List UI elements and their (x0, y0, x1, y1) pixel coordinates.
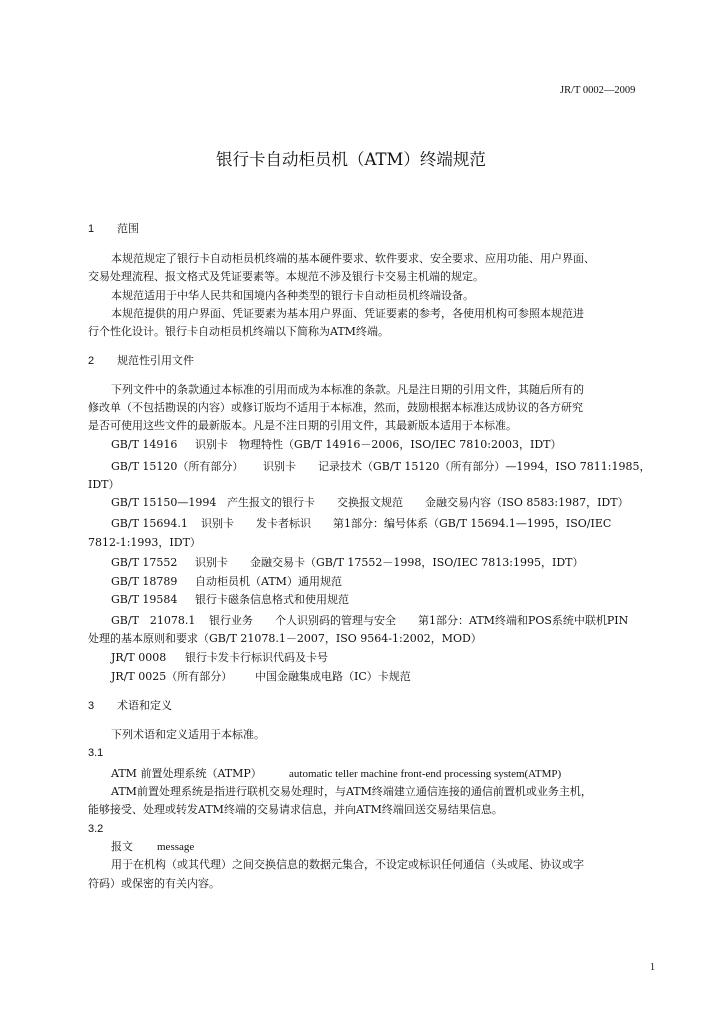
section-1-paragraph-3-line-1: 本规范提供的用户界面、凭证要素为基本用户界面、凭证要素的参考，各使用机构可参照本规范进 (111, 307, 584, 320)
section-1-paragraph-1-line-1: 本规范规定了银行卡自动柜员机终端的基本硬件要求、软件要求、安全要求、应用功能、用户界面、 (111, 252, 595, 265)
reference-item (111, 670, 411, 684)
section-1-paragraph-3-line-2: 行个性化设计。银行卡自动柜员机终端以下简称为ATM终端。 (88, 325, 389, 338)
term-number: 3.1 (88, 747, 104, 759)
term-english: automatic teller machine front-end processing system(ATMP) (289, 768, 562, 780)
reference-code: JR/T 0008 (111, 651, 167, 664)
reference-code: GB/T 14916 (111, 438, 178, 451)
section-1-title: 范围 (117, 222, 139, 235)
section-2-intro-line-2: 修改单（不包括勘误的内容）或修订版均不适用于本标准，然而，鼓励根据本标准达成协议的各方研究 (88, 401, 583, 414)
term-definition-line-1: ATM前置处理系统是指进行联机交易处理时，与ATM终端建立通信连接的通信前置机或业务主机， (111, 785, 592, 798)
term-chinese: 报文 (111, 840, 133, 853)
reference-text: 识别卡 金融交易卡（GB/T 17552－1998，ISO/IEC 7813:1995，IDT） (195, 556, 584, 569)
reference-text: 识别卡 记录技术（GB/T 15120（所有部分）—1994，ISO 7811:1985， (263, 460, 651, 473)
reference-code: GB/T 19584 (111, 593, 178, 606)
term-number: 3.2 (88, 823, 104, 835)
reference-continuation: IDT） (88, 478, 120, 491)
reference-item (111, 575, 342, 589)
section-1-paragraph-1-line-2: 交易处理流程、报文格式及凭证要素等。本规范不涉及银行卡交易主机端的规定。 (88, 270, 484, 283)
reference-item (111, 517, 611, 531)
document-title: 银行卡自动柜员机（ATM）终端规范 (216, 150, 486, 169)
term-heading (111, 840, 194, 854)
term-english: message (157, 841, 195, 853)
reference-item (111, 651, 328, 665)
reference-item (111, 556, 584, 570)
reference-item (111, 438, 562, 452)
reference-continuation: 处理的基本原则和要求（GB/T 21078.1－2007，ISO 9564-1:2002，MOD） (88, 632, 482, 645)
section-1-paragraph-2: 本规范适用于中华人民共和国境内各种类型的银行卡自动柜员机终端设备。 (111, 289, 474, 302)
section-2-number: 2 (88, 355, 95, 367)
term-chinese: ATM 前置处理系统（ATMP） (111, 767, 262, 780)
section-3-title: 术语和定义 (117, 699, 172, 712)
reference-continuation: 7812-1:1993，IDT） (88, 536, 201, 549)
reference-item (111, 496, 629, 510)
reference-code: GB/T 15120（所有部分） (111, 460, 244, 473)
section-1-number: 1 (88, 223, 95, 235)
reference-code: GB/T 15150—1994 (111, 496, 217, 509)
section-2-title: 规范性引用文件 (117, 354, 194, 367)
reference-code: JR/T 0025（所有部分） (111, 670, 233, 683)
reference-text: 自动柜员机（ATM）通用规范 (195, 575, 342, 588)
reference-item (111, 593, 349, 607)
section-2-intro-line-3: 是否可使用这些文件的最新版本。凡是不注日期的引用文件，其最新版本适用于本标准。 (88, 419, 517, 432)
reference-code: GB/T 15694.1 (111, 517, 188, 530)
standard-code: JR/T 0002—2009 (560, 85, 636, 96)
reference-code: GB/T 18789 (111, 575, 178, 588)
reference-text: 识别卡 发卡者标识 第1部分：编号体系（GB/T 15694.1—1995，ISO/IEC (201, 517, 612, 530)
reference-item (111, 614, 628, 628)
reference-text: 银行卡磁条信息格式和使用规范 (195, 593, 349, 606)
term-heading (111, 767, 561, 781)
reference-code: GB/T 21078.1 (111, 614, 196, 627)
page-number: 1 (650, 962, 655, 973)
section-2-intro-line-1: 下列文件中的条款通过本标准的引用而成为本标准的条款。凡是注日期的引用文件，其随后所有的 (111, 383, 584, 396)
reference-text: 银行卡发卡行标识代码及卡号 (185, 651, 328, 664)
reference-text: 中国金融集成电路（IC）卡规范 (255, 670, 411, 683)
reference-text: 识别卡 物理特性（GB/T 14916－2006，ISO/IEC 7810:2003，IDT） (195, 438, 562, 451)
reference-text: 银行业务 个人识别码的管理与安全 第1部分：ATM终端和POS系统中联机PIN (209, 614, 629, 627)
section-3-number: 3 (88, 700, 95, 712)
term-definition-line-1: 用于在机构（或其代理）之间交换信息的数据元集合，不设定或标识任何通信（头或尾、协议或字 (111, 858, 584, 871)
reference-code: GB/T 17552 (111, 556, 178, 569)
reference-item (111, 460, 651, 474)
term-definition-line-2: 能够接受、处理或转发ATM终端的交易请求信息，并向ATM终端回送交易结果信息。 (88, 803, 503, 816)
term-definition-line-2: 符码）或保密的有关内容。 (88, 877, 220, 890)
section-3-intro: 下列术语和定义适用于本标准。 (111, 728, 265, 741)
reference-text: 产生报文的银行卡 交换报文规范 金融交易内容（ISO 8583:1987，IDT） (227, 496, 629, 509)
